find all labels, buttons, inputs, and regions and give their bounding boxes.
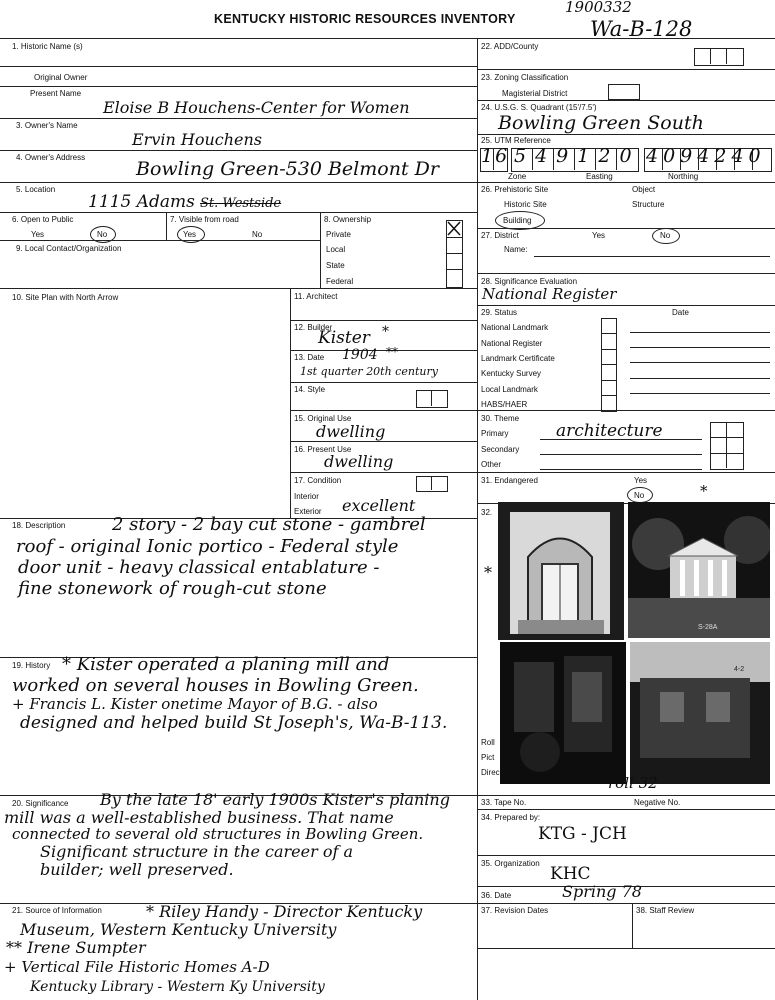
district-no: No	[660, 231, 671, 240]
utm-northing-label: Northing	[668, 172, 699, 181]
historic-site-label: Historic Site	[504, 200, 547, 209]
district-name-label: Name:	[504, 245, 528, 254]
usgs-value: Bowling Green South	[498, 112, 704, 134]
date-value-2: 1st quarter 20th century	[300, 365, 438, 378]
status-item: Local Landmark	[481, 385, 538, 394]
district-label: 27. District	[481, 231, 519, 240]
magisterial-district-box	[608, 84, 640, 100]
significance-evaluation-label: 28. Significance Evaluation	[481, 277, 578, 286]
status-label: 29. Status	[481, 308, 518, 317]
visible-from-road-no: No	[252, 230, 263, 239]
rule	[477, 134, 775, 135]
magisterial-district-label: Magisterial District	[502, 89, 568, 98]
photo-side-label: Roll	[481, 738, 495, 747]
owners-address-value: Bowling Green-530 Belmont Dr	[136, 158, 439, 180]
style-label: 14. Style	[294, 385, 326, 394]
rule	[431, 476, 432, 490]
rule	[630, 332, 770, 333]
photos-star: *	[484, 563, 492, 582]
rule	[0, 86, 477, 87]
rule	[630, 362, 770, 363]
builder-value: Kister	[318, 328, 370, 348]
history-line: * Kister operated a planing mill and	[62, 654, 390, 675]
significance-line: By the late 18' early 1900s Kister's planing	[100, 790, 450, 809]
rule	[477, 472, 775, 473]
rule	[431, 390, 432, 406]
photo-doorway	[498, 502, 624, 640]
rule	[601, 364, 616, 365]
status-item: National Landmark	[481, 323, 549, 332]
location-struck-text: St. Westside	[200, 196, 282, 211]
builder-label: 12. Builder	[294, 323, 333, 332]
rule	[630, 378, 770, 379]
source-line: * Riley Handy - Director Kentucky	[146, 902, 423, 921]
original-use-value: dwelling	[316, 422, 386, 441]
original-use-label: 15. Original Use	[294, 414, 352, 423]
date-label: 13. Date	[294, 353, 325, 362]
photo-dark-facade	[500, 642, 626, 784]
open-to-public-label: 6. Open to Public	[12, 215, 74, 224]
history-line: + Francis L. Kister onetime Mayor of B.G. - also	[12, 695, 378, 713]
condition-interior: Interior	[294, 492, 319, 501]
organization-value: KHC	[550, 864, 591, 884]
endangered-mark: *	[700, 482, 708, 500]
owners-name-value: Ervin Houchens	[132, 130, 263, 149]
ownership-label: 8. Ownership	[324, 215, 372, 224]
district-no-circle	[652, 228, 680, 244]
open-to-public-no: No	[97, 230, 108, 239]
district-yes: Yes	[592, 231, 606, 240]
date-prepared-label: 36. Date	[481, 891, 512, 900]
rule	[0, 118, 477, 119]
utm-zone-label: Zone	[508, 172, 527, 181]
condition-label: 17. Condition	[294, 476, 342, 485]
rule	[540, 454, 702, 455]
organization-label: 35. Organization	[481, 859, 540, 868]
ownership-local: Local	[326, 245, 346, 254]
rule	[601, 380, 616, 381]
rule	[726, 422, 727, 468]
building-label: Building	[503, 216, 532, 225]
rule	[477, 182, 775, 183]
present-name-value: Eloise B Houchens-Center for Women	[103, 98, 410, 117]
photo-roll-note: roll 32	[608, 774, 658, 792]
location-value: 1115 Adams	[88, 192, 195, 212]
status-item: Landmark Certificate	[481, 354, 555, 363]
rule	[290, 382, 477, 383]
owners-address-label: 4. Owner's Address	[16, 153, 86, 162]
prepared-by-value: KTG - JCH	[538, 824, 627, 844]
history-line: worked on several houses in Bowling Green.	[12, 675, 419, 696]
ownership-private-checkmark	[446, 220, 462, 237]
original-owner-label: Original Owner	[34, 73, 88, 82]
rule	[710, 437, 743, 438]
significance-line: connected to several old structures in Bowling Green.	[12, 825, 424, 843]
rule	[477, 410, 775, 411]
local-contact-label: 9. Local Contact/Organization	[16, 244, 122, 253]
status-item: Kentucky Survey	[481, 369, 542, 378]
style-boxes	[416, 390, 448, 408]
ownership-private: Private	[326, 230, 351, 239]
status-item: HABS/HAER	[481, 400, 528, 409]
rule	[290, 320, 477, 321]
present-name-label: Present Name	[30, 89, 82, 98]
history-label: 19. History	[12, 661, 51, 670]
top-scribble: 1900332	[565, 0, 632, 16]
rule	[534, 256, 770, 257]
source-line: + Vertical File Historic Homes A-D	[4, 958, 270, 976]
revision-dates-label: 37. Revision Dates	[481, 906, 549, 915]
description-line: roof - original Ionic portico - Federal style	[16, 536, 399, 557]
photo-side-label: Pict	[481, 753, 495, 762]
endangered-yes: Yes	[634, 476, 648, 485]
endangered-no-circle	[627, 487, 653, 503]
form-title: KENTUCKY HISTORIC RESOURCES INVENTORY	[214, 12, 516, 26]
rule	[726, 48, 727, 64]
rule	[290, 472, 477, 473]
add-county-boxes	[694, 48, 744, 66]
rule	[0, 288, 477, 289]
object-label: Object	[632, 185, 656, 194]
rule	[630, 347, 770, 348]
source-line: Kentucky Library - Western Ky University	[30, 979, 325, 995]
rule	[477, 305, 775, 306]
rule	[630, 393, 770, 394]
rule	[0, 240, 320, 241]
visible-from-road-label: 7. Visible from road	[170, 215, 239, 224]
theme-value: architecture	[556, 421, 663, 441]
prepared-by-label: 34. Prepared by:	[481, 813, 541, 822]
photos-label: 32.	[481, 508, 493, 517]
rule	[166, 212, 167, 240]
rule	[477, 69, 775, 70]
photo-caption: S-28A	[698, 624, 718, 631]
endangered-no: No	[634, 491, 645, 500]
historic-name-label: 1. Historic Name (s)	[12, 42, 83, 51]
rule	[540, 469, 702, 470]
rule	[540, 439, 702, 440]
owners-name-label: 3. Owner's Name	[16, 121, 78, 130]
condition-exterior: Exterior	[294, 507, 322, 516]
open-to-public-yes: Yes	[31, 230, 45, 239]
rule	[710, 453, 743, 454]
photo-side-label: Direc	[481, 768, 500, 777]
rule	[477, 228, 775, 229]
rule	[601, 349, 616, 350]
negative-no-label: Negative No.	[634, 798, 681, 807]
theme-primary: Primary	[481, 429, 509, 438]
history-line: designed and helped build St Joseph's, Wa-B-113.	[20, 713, 448, 733]
photo-side-view	[630, 642, 770, 784]
endangered-label: 31. Endangered	[481, 476, 538, 485]
rule	[290, 441, 477, 442]
staff-review-label: 38. Staff Review	[636, 906, 695, 915]
ownership-federal: Federal	[326, 277, 354, 286]
visible-from-road-yes: Yes	[183, 230, 197, 239]
rule	[601, 333, 616, 334]
source-label: 21. Source of Information	[12, 906, 102, 915]
condition-boxes	[416, 476, 448, 492]
rule	[0, 212, 477, 213]
rule	[290, 288, 291, 518]
date-prepared-value: Spring 78	[562, 882, 642, 901]
description-line: 2 story - 2 bay cut stone - gambrel	[112, 514, 426, 535]
description-label: 18. Description	[12, 521, 66, 530]
rule	[601, 395, 616, 396]
frame-top	[0, 38, 775, 39]
rule	[477, 273, 775, 274]
present-use-value: dwelling	[324, 452, 394, 471]
date-value: 1904	[342, 347, 378, 363]
status-item: National Register	[481, 339, 543, 348]
rule	[0, 66, 477, 67]
rule	[477, 948, 775, 949]
photo-house-front	[628, 502, 770, 638]
rule	[477, 100, 775, 101]
ownership-state: State	[326, 261, 345, 270]
rule	[477, 855, 775, 856]
rule	[632, 903, 633, 949]
rule	[290, 410, 477, 411]
utm-easting-value: 549120	[514, 145, 641, 167]
rule	[0, 150, 477, 151]
condition-exterior-value: excellent	[342, 496, 416, 515]
structure-label: Structure	[632, 200, 665, 209]
rule	[477, 795, 775, 796]
description-line: fine stonework of rough-cut stone	[18, 578, 327, 599]
utm-label: 25. UTM Reference	[481, 136, 551, 145]
location-label: 5. Location	[16, 185, 56, 194]
theme-secondary: Secondary	[481, 445, 520, 454]
usgs-label: 24. U.S.G. S. Quadrant (15'/7.5')	[481, 103, 597, 112]
architect-label: 11. Architect	[294, 292, 338, 301]
utm-zone-value: 16	[481, 145, 510, 167]
zoning-label: 23. Zoning Classification	[481, 73, 569, 82]
significance-line: builder; well preserved.	[40, 860, 234, 879]
rule	[320, 212, 321, 288]
site-plan-label: 10. Site Plan with North Arrow	[12, 293, 119, 302]
rule	[446, 253, 462, 254]
date-mark: **	[386, 345, 398, 359]
theme-boxes	[710, 422, 744, 470]
description-line: door unit - heavy classical entablature -	[18, 557, 380, 578]
present-use-label: 16. Present Use	[294, 445, 352, 454]
rule	[477, 809, 775, 810]
significance-label: 20. Significance	[12, 799, 69, 808]
rule	[446, 269, 462, 270]
photo-caption: 4-2	[734, 666, 745, 673]
source-line: ** Irene Sumpter	[6, 938, 146, 957]
rule	[0, 182, 477, 183]
utm-easting-label: Easting	[586, 172, 613, 181]
source-line: Museum, Western Kentucky University	[20, 920, 337, 939]
builder-mark: *	[382, 324, 389, 340]
add-county-label: 22. ADD/County	[481, 42, 539, 51]
theme-label: 30. Theme	[481, 414, 520, 423]
rule	[446, 237, 462, 238]
tape-no-label: 33. Tape No.	[481, 798, 527, 807]
prehistoric-site-label: 26. Prehistoric Site	[481, 185, 549, 194]
rule	[290, 350, 477, 351]
significance-line: Significant structure in the career of a	[40, 842, 354, 861]
site-number: Wa-B-128	[590, 17, 693, 41]
rule	[477, 903, 775, 904]
utm-northing-value: 4094240	[646, 145, 766, 167]
significance-evaluation-value: National Register	[482, 285, 617, 303]
rule	[710, 48, 711, 64]
theme-other: Other	[481, 460, 502, 469]
status-date-label: Date	[672, 308, 689, 317]
significance-line: mill was a well-established business. That name	[4, 808, 394, 827]
